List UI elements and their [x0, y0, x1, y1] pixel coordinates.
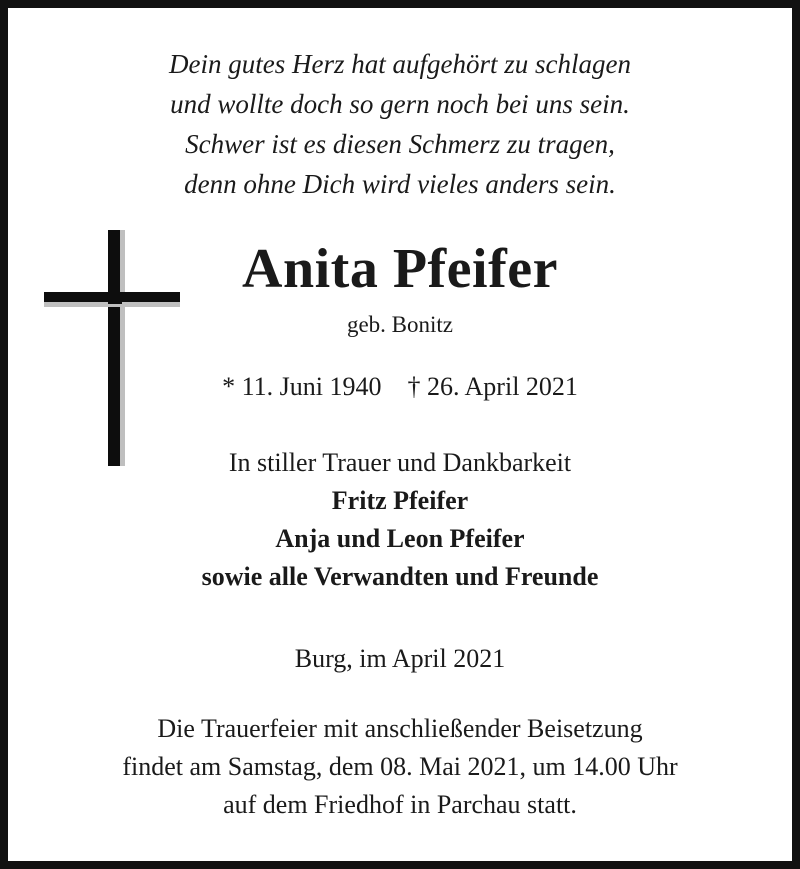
ceremony-line: Die Trauerfeier mit anschließender Beisetzung	[157, 714, 643, 743]
mourner-line: Anja und Leon Pfeifer	[275, 524, 525, 553]
mourner-line: sowie alle Verwandten und Freunde	[201, 562, 599, 591]
poem-line: denn ohne Dich wird vieles anders sein.	[184, 169, 616, 199]
maiden-name: geb. Bonitz	[346, 312, 454, 337]
life-dates	[8, 370, 792, 404]
poem-line: Dein gutes Herz hat aufgehört zu schlagen	[169, 49, 631, 79]
mourner-line: Fritz Pfeifer	[331, 486, 469, 515]
ceremony-line: auf dem Friedhof in Parchau statt.	[223, 790, 577, 819]
death-date: † 26. April 2021	[407, 372, 578, 401]
deceased-name: Anita Pfeifer	[242, 238, 558, 300]
ceremony-info	[8, 710, 792, 824]
ceremony-line: findet am Samstag, dem 08. Mai 2021, um 14.00 Uhr	[122, 752, 678, 781]
mourners-block	[8, 444, 792, 596]
birth-date: * 11. Juni 1940	[222, 372, 382, 401]
poem-line: und wollte doch so gern noch bei uns sein.	[170, 89, 630, 119]
place-date: Burg, im April 2021	[294, 644, 506, 673]
poem-line: Schwer ist es diesen Schmerz zu tragen,	[185, 129, 615, 159]
memorial-poem	[8, 44, 792, 204]
mourners-intro: In stiller Trauer und Dankbarkeit	[228, 448, 572, 477]
